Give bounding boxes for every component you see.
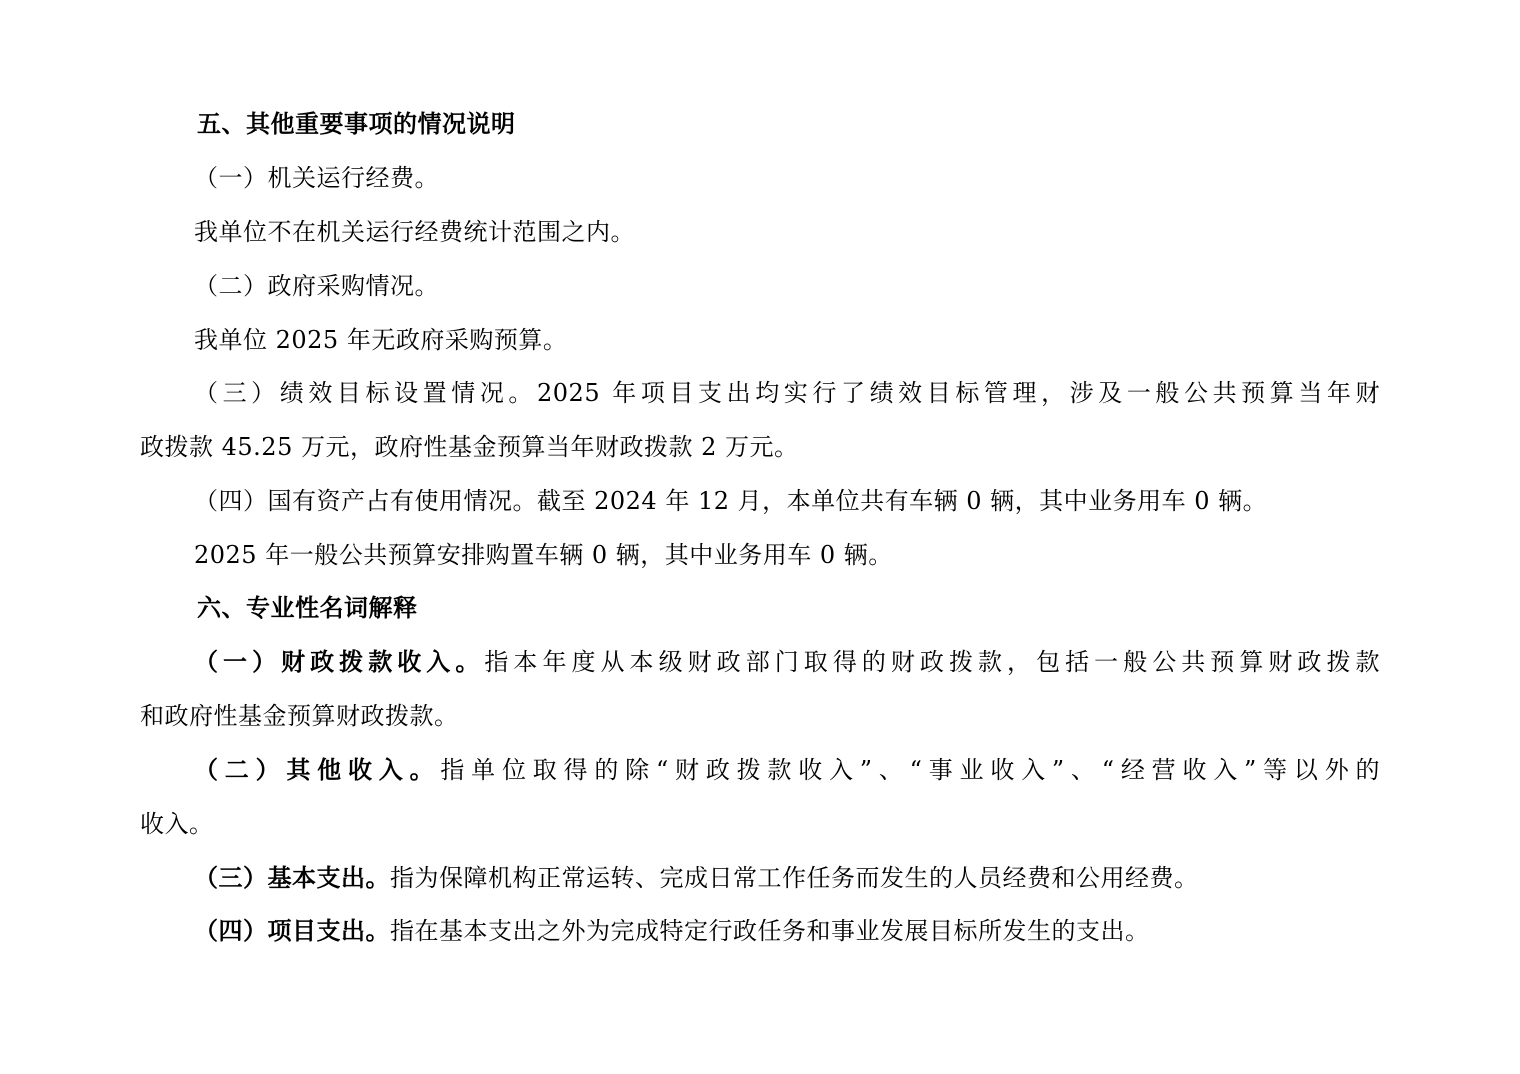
item-operating-costs-title bbox=[194, 162, 1434, 194]
term-fiscal-appropriation-cont: 和政府性基金预算财政拨款。 bbox=[140, 702, 459, 730]
item-vehicle-purchase bbox=[194, 539, 1434, 571]
item-lead: （一）机关运行经费。 bbox=[194, 164, 439, 192]
item-lead: （三）绩效目标设置情况。 bbox=[194, 379, 538, 407]
item-text: 2025 年一般公共预算安排购置车辆 0 辆，其中业务用车 0 辆。 bbox=[194, 541, 893, 569]
item-text: 截至 2024 年 12 月，本单位共有车辆 0 辆，其中业务用车 0 辆。 bbox=[537, 487, 1268, 515]
term-other-income-cont: 收入。 bbox=[140, 810, 214, 838]
term-fiscal-appropriation bbox=[194, 646, 1380, 678]
item-state-assets bbox=[194, 485, 1434, 517]
item-text: 我单位 2025 年无政府采购预算。 bbox=[194, 326, 568, 354]
term-lead: （二）其他收入。 bbox=[194, 755, 441, 784]
item-procurement-title bbox=[194, 270, 1434, 302]
term-text: 指本年度从本级财政部门取得的财政拨款，包括一般公共预算财政拨款 bbox=[484, 648, 1380, 676]
item-lead: （四）国有资产占有使用情况。 bbox=[194, 487, 537, 515]
term-lead: （三）基本支出。 bbox=[194, 863, 390, 892]
term-project-expenditure bbox=[194, 915, 1434, 947]
item-lead: （二）政府采购情况。 bbox=[194, 272, 439, 300]
term-basic-expenditure bbox=[194, 862, 1434, 894]
item-operating-costs-text bbox=[194, 216, 1434, 248]
item-text: 我单位不在机关运行经费统计范围之内。 bbox=[194, 218, 635, 246]
section-heading-five: 五、其他重要事项的情况说明 bbox=[197, 110, 516, 138]
term-text: 指为保障机构正常运转、完成日常工作任务而发生的人员经费和公用经费。 bbox=[390, 864, 1199, 892]
term-other-income bbox=[194, 754, 1380, 786]
term-lead: （一）财政拨款收入。 bbox=[194, 647, 485, 676]
item-performance-goals bbox=[194, 377, 1380, 409]
term-lead: （四）项目支出。 bbox=[194, 916, 390, 945]
section-heading-six: 六、专业性名词解释 bbox=[197, 594, 418, 622]
item-text: 2025 年项目支出均实行了绩效目标管理，涉及一般公共预算当年财 bbox=[537, 379, 1380, 407]
term-text: 指单位取得的除“财政拨款收入”、“事业收入”、“经营收入”等以外的 bbox=[440, 756, 1380, 784]
item-performance-goals-cont: 政拨款 45.25 万元，政府性基金预算当年财政拨款 2 万元。 bbox=[140, 433, 799, 461]
term-text: 指在基本支出之外为完成特定行政任务和事业发展目标所发生的支出。 bbox=[390, 917, 1150, 945]
item-procurement-text bbox=[194, 324, 1434, 356]
